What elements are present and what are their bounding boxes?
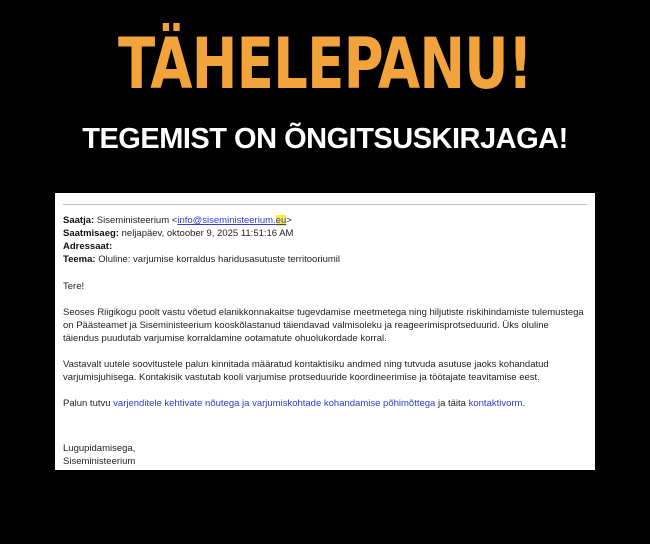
body-paragraph-2: Vastavalt uutele soovitustele palun kinnitada määratud kontaktisiku andmed ning tutvuda asutuse jaoks kohandatud varjumisjuhisega. Kontakisik vastutab kooli varjumise protseduuride koordineerimise ja töötajate teavitamise eest. [63, 359, 549, 383]
contact-form-link[interactable]: kontaktivorm [468, 398, 523, 409]
email-screenshot [55, 193, 595, 470]
warning-title: TÄHELEPANU! [118, 23, 532, 105]
greeting-line: Tere! [63, 281, 85, 292]
email-headers [63, 214, 587, 266]
sender-email-prefix: info@siseministeerium. [177, 215, 276, 226]
to-label: Adressaat: [63, 241, 113, 252]
body-paragraph-3 [63, 397, 587, 410]
email-header-sent [63, 227, 587, 240]
body-paragraph-1: Seoses Riigikogu poolt vastu võetud elanikkonnakaitse tugevdamise meetmetega ning hiljutiste riskihindamiste tulemustega on Päästeamet ja Siseministeerium kooskõlastanud täiendavad valmisoleku ja reageerimisprotseduurid. Üks oluline täiendus puudutab varjumise korraldamine ootamatute ohuolukordade korral. [63, 307, 584, 344]
email-header-to [63, 240, 587, 253]
header-divider [63, 204, 587, 205]
subject-label: Teema: [63, 254, 96, 265]
email-header-from [63, 214, 587, 227]
closing-line: Lugupidamisega, [63, 443, 136, 454]
subject-value: Oluline: varjumise korraldus haridusasutuste territooriumil [98, 254, 341, 265]
email-header-subject [63, 253, 587, 266]
bracket-close: > [286, 215, 292, 226]
sender-email-link[interactable] [177, 215, 286, 226]
signature-block [63, 442, 587, 468]
sender-email-tld-highlight: eu [275, 215, 287, 226]
paragraph-3-suffix: . [522, 398, 526, 409]
paragraph-3-prefix: Palun tutvu [63, 398, 114, 409]
bracket-open: < [171, 215, 178, 226]
email-body [63, 280, 587, 468]
sent-label: Saatmisaeg: [63, 228, 119, 239]
warning-subtitle: TEGEMIST ON ÕNGITSUSKIRJAGA! [82, 123, 568, 155]
signer-name: Siseministeerium [63, 456, 136, 467]
paragraph-3-middle: ja täita [435, 398, 469, 409]
from-name: Siseministeerium [96, 215, 170, 226]
from-label: Saatja: [63, 215, 95, 226]
shelter-requirements-link[interactable]: varjenditele kehtivate nõutega ja varjumiskohtade kohandamise põhimõttega [113, 398, 436, 409]
sent-value: neljapäev, oktoober 9, 2025 11:51:16 AM [121, 228, 294, 239]
